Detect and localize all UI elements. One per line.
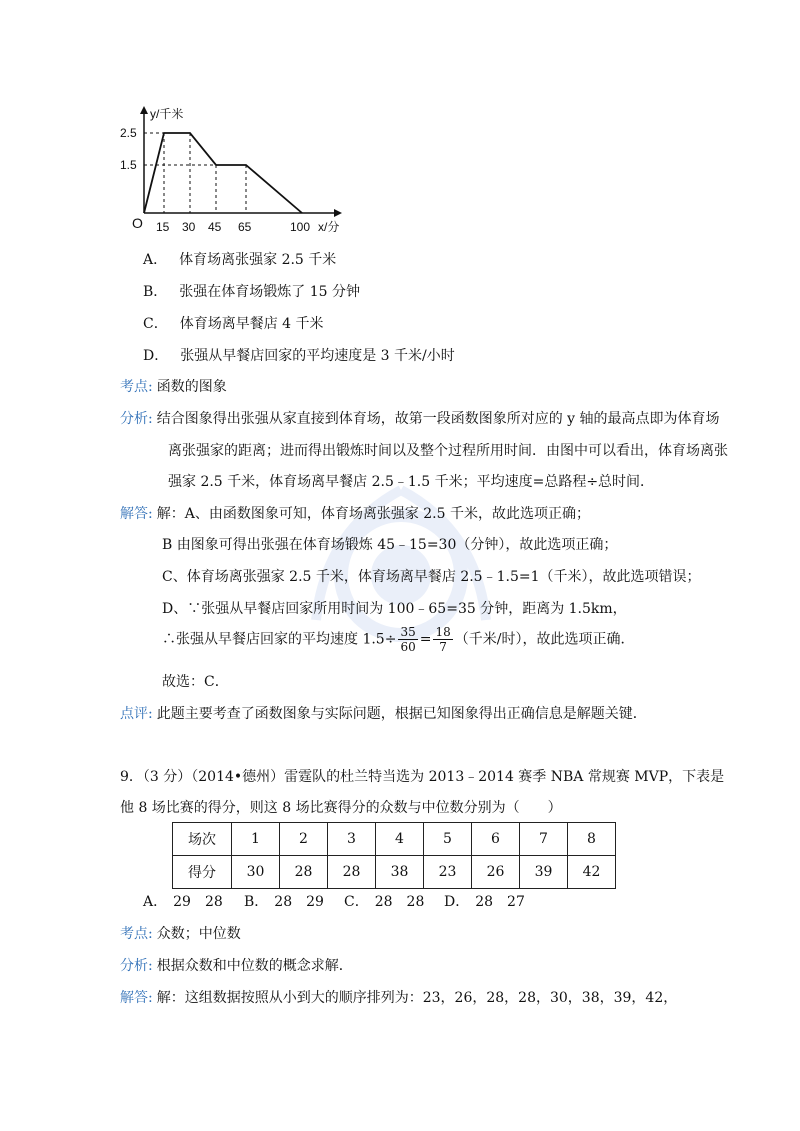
q9-option-d	[444, 893, 525, 911]
y-axis-label: y/千米	[150, 107, 184, 121]
q8-answer: 故选：C．	[162, 674, 229, 690]
y-axis-arrow	[140, 106, 148, 114]
q9-fenxi-row	[120, 957, 353, 975]
option-text: 体育场离早餐店 4 千米	[179, 316, 324, 332]
q8-option-b	[143, 283, 360, 301]
frac-equals: =	[419, 631, 432, 648]
table-header-cell: 场次	[173, 823, 232, 856]
kaodian-label: 考点:	[120, 379, 153, 395]
kaodian-text: 众数；中位数	[156, 926, 241, 942]
table-cell: 2	[280, 823, 328, 856]
table-cell: 39	[520, 856, 568, 889]
option-text: 29 28	[173, 894, 223, 910]
q8-jieda-row	[120, 505, 590, 523]
table-cell: 30	[232, 856, 280, 889]
table-cell: 8	[568, 823, 616, 856]
table-cell: 1	[232, 823, 280, 856]
x-tick-45: 45	[208, 220, 222, 234]
frac1-numerator: 35	[400, 625, 416, 639]
table-cell: 38	[376, 856, 424, 889]
jieda-line-4: D、∵张强从早餐店回家所用时间为 100﹣65=35 分钟，距离为 1.5km，	[162, 601, 627, 617]
x-axis-label: x/分	[318, 220, 340, 234]
q9-kaodian-row	[120, 925, 241, 943]
fenxi-line-2: 离张强家的距离；进而得出锻炼时间以及整个过程所用时间．由图中可以看出，体育场离张	[168, 443, 728, 459]
fenxi-text: 根据众数和中位数的概念求解．	[156, 958, 353, 974]
distance-time-graph	[112, 100, 352, 240]
frac2-denominator: 7	[439, 640, 447, 654]
q9-option-b	[244, 893, 324, 911]
fenxi-label: 分析:	[120, 411, 153, 427]
option-letter: A．	[143, 894, 168, 910]
dashed-guides	[144, 133, 246, 213]
option-letter: B．	[244, 894, 269, 910]
frac1-denominator: 60	[400, 640, 416, 654]
jieda-label: 解答:	[120, 506, 153, 522]
option-text: 28 28	[374, 894, 425, 910]
option-letter: B．	[143, 284, 168, 300]
fenxi-line-1: 结合图象得出张强从家直接到体育场，故第一段函数图象所对应的 y 轴的最高点即为体育场	[156, 411, 720, 427]
table-cell: 3	[328, 823, 376, 856]
q9-stem-line-1: 9．（3 分）（2014•德州）雷霆队的杜兰特当选为 2013﹣2014 赛季 NBA 常规赛 MVP，下表是	[120, 769, 725, 785]
kaodian-label: 考点:	[120, 926, 153, 942]
x-tick-65: 65	[238, 220, 252, 234]
option-letter: C．	[143, 316, 168, 332]
fenxi-line-3: 强家 2.5 千米，体育场离早餐店 2.5﹣1.5 千米；平均速度=总路程÷总时间．	[168, 474, 655, 490]
option-letter: D．	[143, 348, 169, 364]
jieda-text: 解：这组数据按照从小到大的顺序排列为：23，26，28，28，30，38，39，42，	[156, 990, 678, 1006]
option-text: 28 29	[274, 894, 324, 910]
table-row-games	[173, 823, 616, 856]
fraction-35-60	[398, 625, 417, 654]
table-cell: 28	[280, 856, 328, 889]
q9-option-a	[143, 893, 223, 911]
option-text: 体育场离张强家 2.5 千米	[179, 252, 337, 268]
q8-fenxi-row	[120, 410, 720, 428]
y-tick-1-5: 1.5	[120, 158, 137, 172]
table-cell: 7	[520, 823, 568, 856]
x-axis-arrow	[334, 209, 342, 217]
x-tick-30: 30	[182, 220, 196, 234]
kaodian-text: 函数的图象	[156, 379, 227, 395]
scores-table	[172, 822, 616, 889]
option-text: 张强在体育场锻炼了 15 分钟	[179, 284, 361, 300]
x-tick-100: 100	[290, 220, 311, 234]
q8-option-a	[143, 251, 336, 269]
dianping-text: 此题主要考查了函数图象与实际问题，根据已知图象得出正确信息是解题关键．	[156, 706, 647, 722]
jieda-speed-line	[162, 625, 634, 654]
q9-jieda-row	[120, 989, 677, 1007]
jieda-line-3: C、体育场离张强家 2.5 千米，体育场离早餐店 2.5﹣1.5=1（千米），故此选项错误；	[162, 569, 701, 585]
fraction-18-7	[433, 625, 452, 654]
option-text: 张强从早餐店回家的平均速度是 3 千米/小时	[180, 348, 455, 364]
table-cell: 5	[424, 823, 472, 856]
table-cell: 6	[472, 823, 520, 856]
table-cell: 26	[472, 856, 520, 889]
table-cell: 42	[568, 856, 616, 889]
q8-kaodian-row	[120, 378, 227, 396]
speed-line-suffix: （千米/时），故此选项正确．	[454, 631, 635, 648]
table-cell: 28	[328, 856, 376, 889]
table-header-cell: 得分	[173, 856, 232, 889]
q8-dianping-row	[120, 705, 647, 723]
y-tick-2-5: 2.5	[120, 126, 137, 140]
option-letter: C．	[344, 894, 369, 910]
jieda-label: 解答:	[120, 990, 153, 1006]
option-letter: A．	[143, 252, 168, 268]
q9-option-c	[344, 893, 424, 911]
dianping-label: 点评:	[120, 706, 153, 722]
speed-line-prefix: ∴张强从早餐店回家的平均速度 1.5÷	[162, 631, 397, 648]
origin-label: O	[132, 215, 143, 231]
option-text: 28 27	[475, 894, 525, 910]
frac2-numerator: 18	[435, 625, 451, 639]
fenxi-label: 分析:	[120, 958, 153, 974]
jieda-line-2: B 由图象可得出张强在体育场锻炼 45﹣15=30（分钟），故此选项正确；	[162, 537, 618, 553]
table-cell: 23	[424, 856, 472, 889]
table-row-scores	[173, 856, 616, 889]
q9-stem-line-2: 他 8 场比赛的得分，则这 8 场比赛得分的众数与中位数分别为（ ）	[120, 800, 562, 816]
q8-option-d	[143, 347, 455, 365]
graph-line	[144, 133, 302, 213]
option-letter: D．	[444, 894, 470, 910]
q8-option-c	[143, 315, 324, 333]
x-tick-15: 15	[156, 220, 170, 234]
table-cell: 4	[376, 823, 424, 856]
jieda-line-1: 解：A、由函数图象可知，体育场离张强家 2.5 千米，故此选项正确；	[156, 506, 590, 522]
